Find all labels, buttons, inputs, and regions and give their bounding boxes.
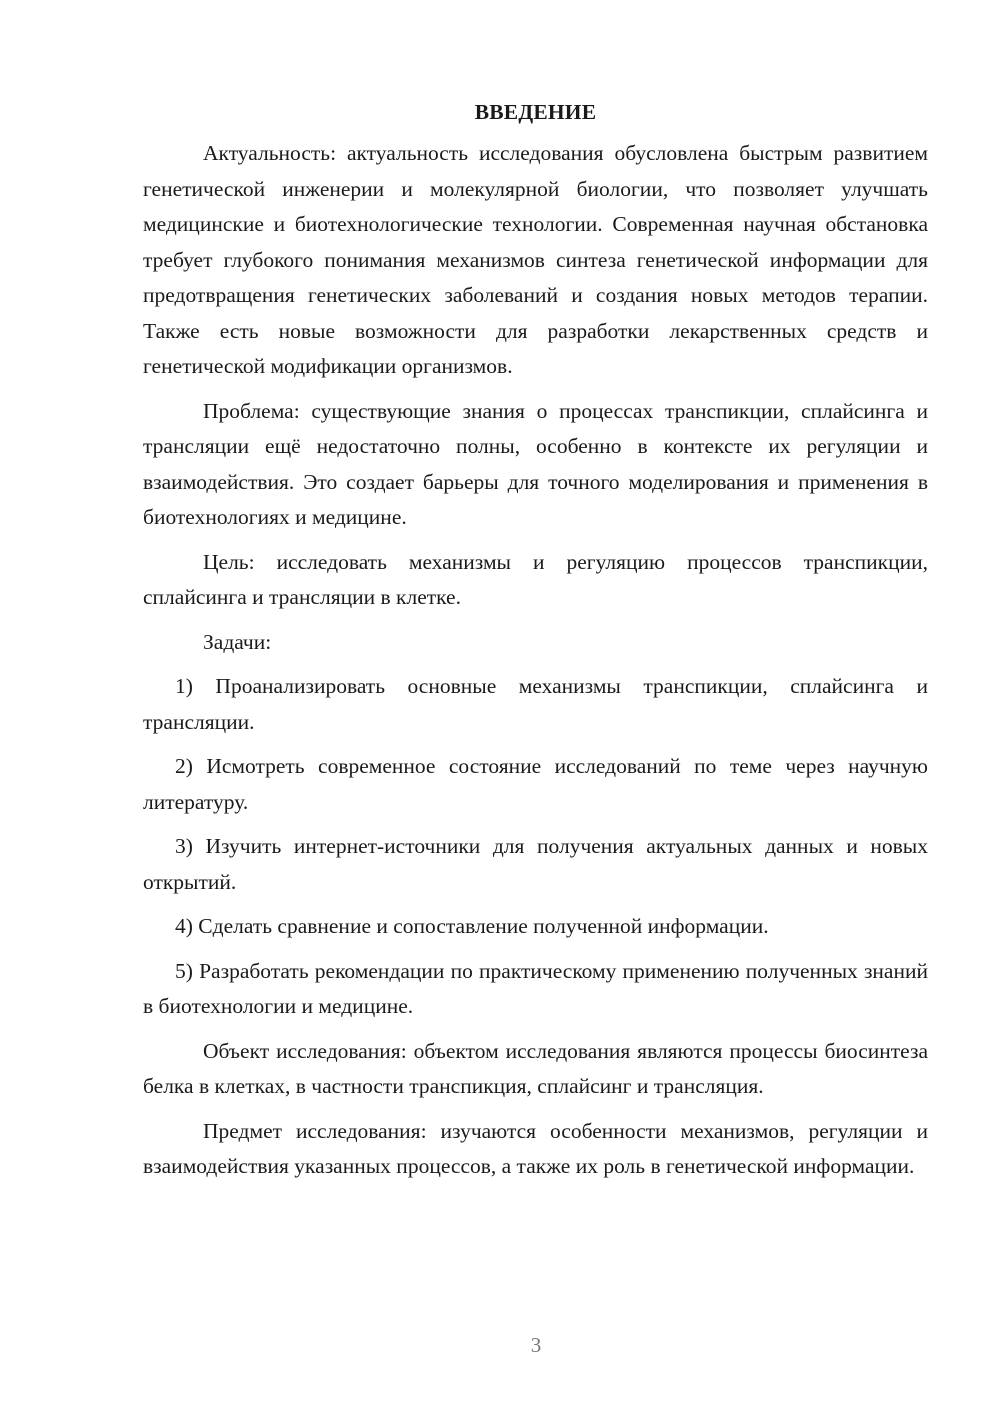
task-item-3: 3) Изучить интернет-источники для получения актуальных данных и новых открытий. xyxy=(143,834,928,894)
paragraph-subject: Предмет исследования: изучаются особенности механизмов, регуляции и взаимодействия указанных процессов, а также их роль в генетической информации. xyxy=(143,1118,928,1178)
page-content xyxy=(143,95,928,1194)
paragraph-relevance: Актуальность: актуальность исследования обусловлена быстрым развитием генетической инженерии и молекулярной биологии, что позволяет улучшать медицинские и биотехнологические технологии. Современная научная обстановка требует глубокого понимания механизмов синтеза генетической информации для предотвращения генетических заболеваний и создания новых методов терапии. Также есть новые возможности для разработки лекарственных средств и генетической модификации организмов. xyxy=(143,141,928,378)
task-item-5: 5) Разработать рекомендации по практическому применению полученных знаний в биотехнологии и медицине. xyxy=(143,958,928,1018)
task-item-4: 4) Сделать сравнение и сопоставление полученной информации. xyxy=(175,914,769,938)
page-number: 3 xyxy=(530,1333,542,1357)
task-item-1: 1) Проанализировать основные механизмы транспикции, сплайсинга и трансляции. xyxy=(143,674,928,734)
task-item-2: 2) Исмотреть современное состояние исследований по теме через научную литературу. xyxy=(143,754,928,814)
paragraph-goal: Цель: исследовать механизмы и регуляцию процессов транспикции, сплайсинга и трансляции в клетке. xyxy=(143,549,928,609)
paragraph-object: Объект исследования: объектом исследования являются процессы биосинтеза белка в клетках, в частности транспикция, сплайсинг и трансляция. xyxy=(143,1038,928,1098)
paragraph-problem: Проблема: существующие знания о процессах транспикции, сплайсинга и трансляции ещё недостаточно полны, особенно в контексте их регуляции и взаимодействия. Это создает барьеры для точного моделирования и применения в биотехнологиях и медицине. xyxy=(143,398,928,529)
section-title: ВВЕДЕНИЕ xyxy=(474,100,597,124)
paragraph-tasks-heading: Задачи: xyxy=(203,629,272,654)
